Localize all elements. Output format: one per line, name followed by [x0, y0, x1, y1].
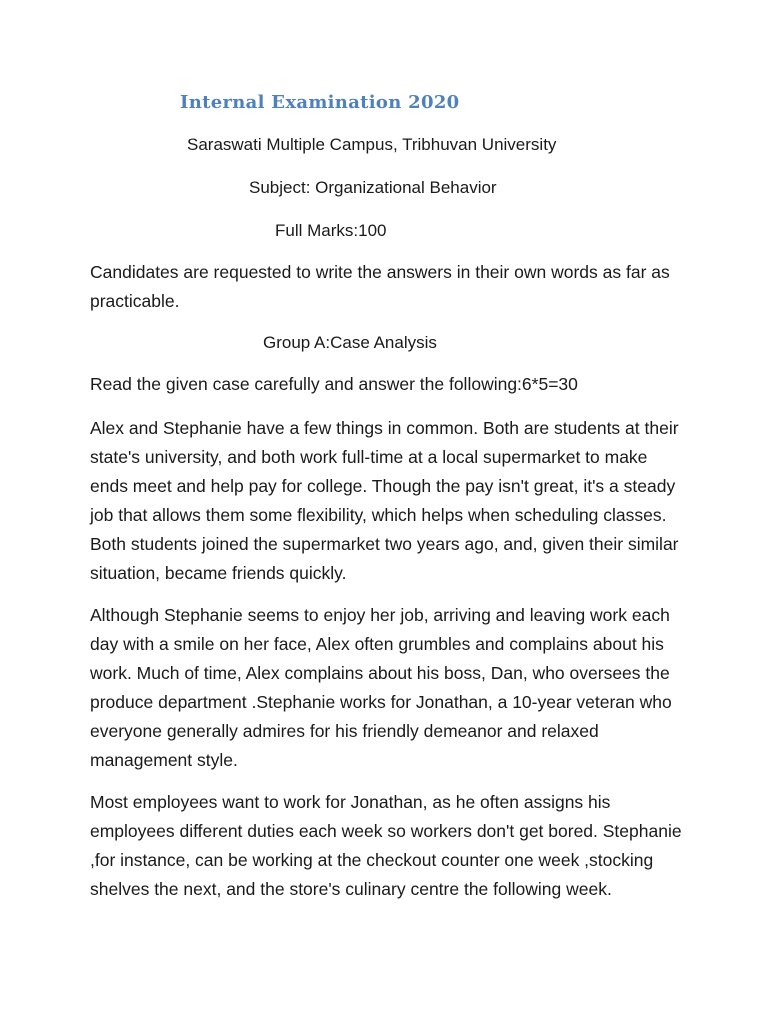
exam-title: Internal Examination 2020 — [180, 92, 460, 113]
group-heading: Group A:Case Analysis — [263, 333, 437, 352]
campus-name: Saraswati Multiple Campus, Tribhuvan University — [187, 135, 557, 154]
case-paragraph-3: Most employees want to work for Jonathan, as he often assigns his employees different duties each week so workers don't get bored. Stephanie ,for instance, can be working at the checkout counter one week ,stocking shelves the next, and the store's culinary centre the following week. — [90, 792, 682, 899]
case-paragraph-1: Alex and Stephanie have a few things in common. Both are students at their state's university, and both work full-time at a local supermarket to make ends meet and help pay for college. Though the pay isn't great, it's a steady job that allows them some flexibility, which helps when scheduling classes. Both students joined the supermarket two years ago, and, given their similar situation, became friends quickly. — [90, 418, 679, 583]
subject-line: Subject: Organizational Behavior — [249, 178, 497, 197]
read-case-instruction: Read the given case carefully and answer the following:6*5=30 — [90, 374, 578, 394]
instructions-paragraph: Candidates are requested to write the answers in their own words as far as practicable. — [90, 262, 670, 311]
full-marks-line: Full Marks:100 — [275, 221, 387, 240]
case-paragraph-2: Although Stephanie seems to enjoy her job, arriving and leaving work each day with a smile on her face, Alex often grumbles and complains about his work. Much of time, Alex complains about his boss, Dan, who oversees the produce department .Stephanie works for Jonathan, a 10-year veteran who everyone generally admires for his friendly demeanor and relaxed management style. — [90, 605, 672, 770]
